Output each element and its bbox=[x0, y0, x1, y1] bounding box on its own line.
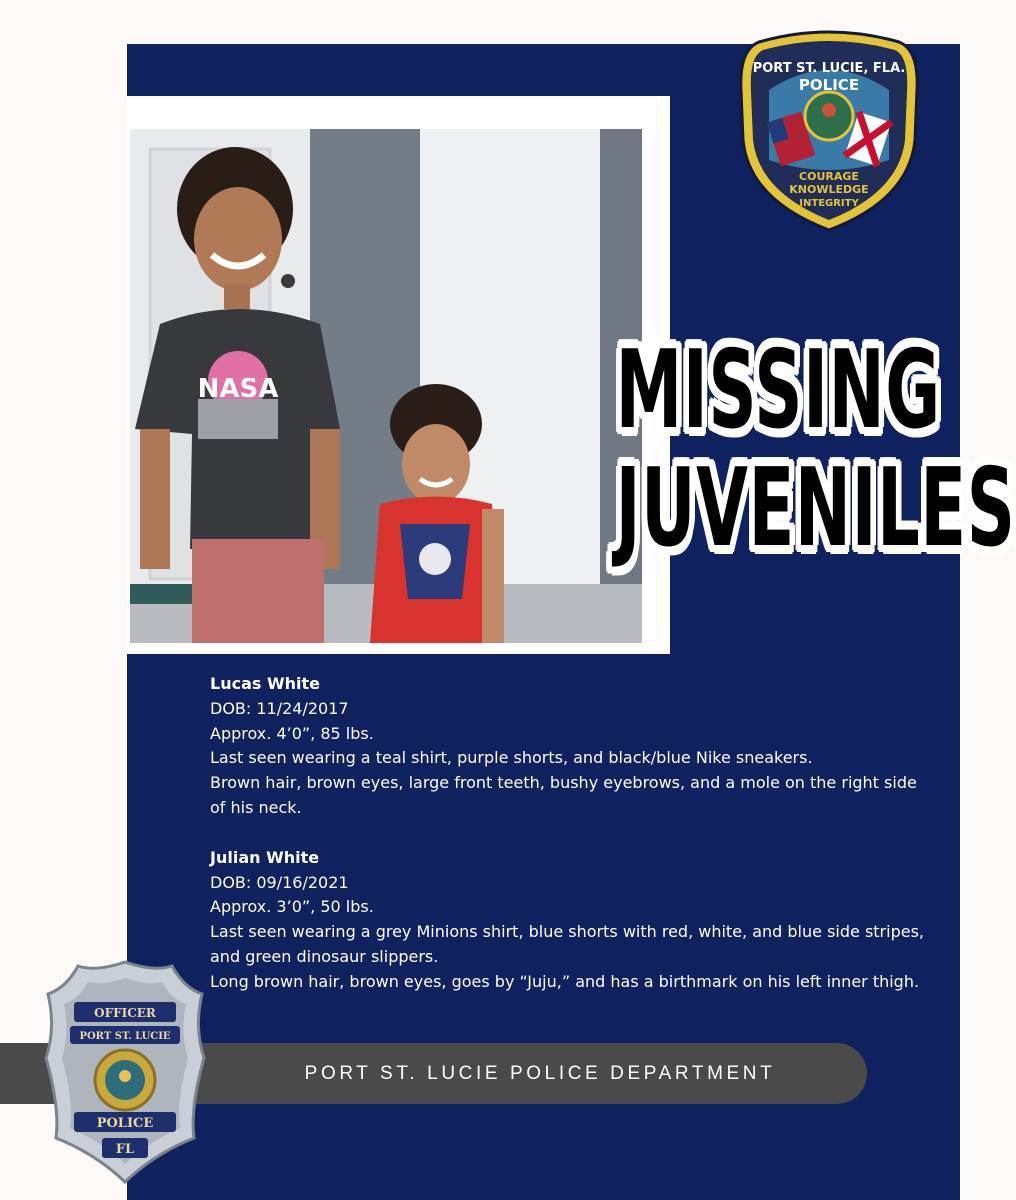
juvenile-2-dob: DOB: 09/16/2021 bbox=[210, 872, 349, 892]
headline-line-2: JUVENILES bbox=[615, 446, 1016, 571]
footer-department-name: PORT ST. LUCIE POLICE DEPARTMENT bbox=[304, 1063, 776, 1084]
patch-motto-integrity: INTEGRITY bbox=[799, 198, 859, 209]
juvenile-2-size: Approx. 3’0”, 50 lbs. bbox=[210, 897, 374, 917]
juvenile-2-features: Long brown hair, brown eyes, goes by “Juju,” and has a birthmark on his left inner thigh. bbox=[210, 971, 920, 991]
nasa-shirt-text: NASA bbox=[197, 374, 279, 404]
police-patch-logo bbox=[739, 30, 919, 234]
juvenile-1-size: Approx. 4’0”, 85 lbs. bbox=[210, 723, 374, 743]
missing-juveniles-headline bbox=[615, 328, 1016, 571]
patch-motto-courage: COURAGE bbox=[799, 170, 859, 183]
juvenile-1-dob: DOB: 11/24/2017 bbox=[210, 698, 349, 718]
juvenile-2-clothing: Last seen wearing a grey Minions shirt, blue shorts with red, white, and blue side stripes, and green dinosaur slippers. bbox=[210, 922, 924, 966]
badge-state-text: FL bbox=[115, 1142, 135, 1157]
badge-officer-text: OFFICER bbox=[94, 1006, 156, 1020]
patch-motto-knowledge: KNOWLEDGE bbox=[789, 183, 869, 196]
badge-city-text: PORT ST. LUCIE bbox=[79, 1031, 171, 1042]
juvenile-details bbox=[210, 672, 930, 995]
juvenile-2-name: Julian White bbox=[210, 847, 320, 867]
juvenile-2 bbox=[210, 846, 930, 995]
officer-badge-icon bbox=[44, 958, 206, 1186]
juvenile-1 bbox=[210, 672, 930, 821]
juveniles-photo bbox=[130, 129, 642, 643]
badge-police-text: POLICE bbox=[96, 1116, 154, 1131]
juvenile-1-name: Lucas White bbox=[210, 674, 320, 693]
patch-police-text: POLICE bbox=[798, 76, 860, 94]
juvenile-1-features: Brown hair, brown eyes, large front teeth, bushy eyebrows, and a mole on the right side of his neck. bbox=[210, 773, 917, 817]
headline-line-1: MISSING bbox=[615, 328, 941, 453]
juvenile-1-clothing: Last seen wearing a teal shirt, purple shorts, and black/blue Nike sneakers. bbox=[210, 748, 813, 768]
patch-top-text: PORT ST. LUCIE, FLA. bbox=[752, 61, 906, 76]
